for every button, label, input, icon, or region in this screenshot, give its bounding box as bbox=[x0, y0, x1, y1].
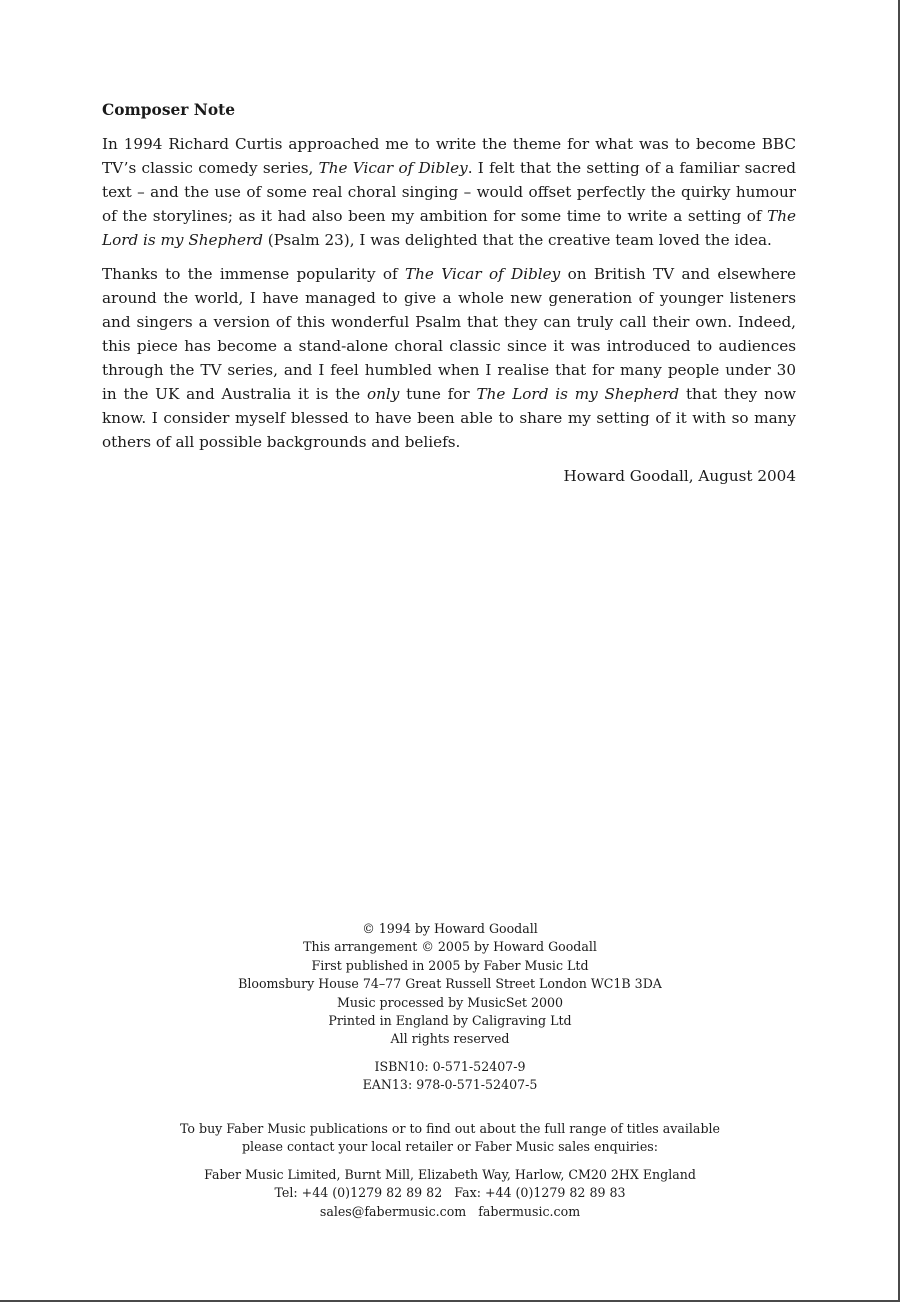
phone-line bbox=[0, 1184, 900, 1202]
email-link[interactable]: sales@fabermusic.com bbox=[319, 1203, 467, 1219]
website-link[interactable]: fabermusic.com bbox=[478, 1203, 581, 1219]
composer-note bbox=[102, 98, 796, 488]
buying-info bbox=[0, 1120, 900, 1157]
publisher-address: Faber Music Limited, Burnt Mill, Elizabeth Way, Harlow, CM20 2HX England bbox=[204, 1167, 696, 1182]
composer-note-paragraph-1: In 1994 Richard Curtis approached me to write the theme for what was to become BBC TV’s classic comedy series, The Vicar of Dibley. I felt that the setting of a familiar sacred text – and the use of some real choral singing – would offset perfectly the quirky humour of the storylines; as it had also been my ambition for some time to write a setting of The Lord is my Shepherd (Psalm 23), I was delighted that the creative team loved the idea. bbox=[102, 135, 796, 249]
composer-note-paragraph-2: Thanks to the immense popularity of The Vicar of Dibley on British TV and elsewhere around the world, I have managed to give a whole new generation of younger listeners and singers a version of this wonderful Psalm that they can truly call their own. Indeed, this piece has become a stand-alone choral classic since it was introduced to audiences through the TV series, and I feel humbled when I realise that for many people under 30 in the UK and Australia it is the only tune for The Lord is my Shepherd that they now know. I consider myself blessed to have been able to share my setting of it with so many others of all possible backgrounds and beliefs. bbox=[102, 265, 797, 451]
contact-block bbox=[0, 1166, 900, 1221]
isbn10: ISBN10: 0-571-52407-9 bbox=[374, 1059, 526, 1074]
composer-signature: Howard Goodall, August 2004 bbox=[563, 467, 796, 485]
italic-title: The Vicar of Dibley bbox=[318, 159, 468, 177]
telephone: Tel: +44 (0)1279 82 89 82 bbox=[274, 1185, 443, 1201]
copyright-line: First published in 2005 by Faber Music Ltd bbox=[311, 957, 589, 973]
italic-title: The Lord is my Shepherd bbox=[476, 385, 680, 403]
italic-title: only bbox=[366, 385, 400, 403]
fax: Fax: +44 (0)1279 82 89 83 bbox=[454, 1185, 626, 1201]
copyright-block bbox=[0, 920, 900, 1049]
copyright-line: This arrangement © 2005 by Howard Goodall bbox=[303, 939, 597, 955]
buying-line: To buy Faber Music publications or to find out about the full range of titles available bbox=[180, 1121, 720, 1136]
isbn-block bbox=[0, 1058, 900, 1095]
buying-line: please contact your local retailer or Faber Music sales enquiries: bbox=[242, 1139, 658, 1155]
ean13: EAN13: 978-0-571-52407-5 bbox=[362, 1077, 538, 1093]
copyright-line: Music processed by MusicSet 2000 bbox=[336, 994, 564, 1010]
web-line bbox=[0, 1203, 900, 1221]
copyright-line: All rights reserved bbox=[390, 1031, 510, 1047]
copyright-line: Bloomsbury House 74–77 Great Russell Street London WC1B 3DA bbox=[238, 976, 662, 992]
italic-title: The Vicar of Dibley bbox=[404, 265, 561, 283]
copyright-line: Printed in England by Caligraving Ltd bbox=[328, 1013, 572, 1029]
copyright-line: © 1994 by Howard Goodall bbox=[362, 921, 538, 936]
italic-title: The Lord is my Shepherd bbox=[102, 207, 796, 249]
composer-note-heading: Composer Note bbox=[102, 101, 235, 119]
